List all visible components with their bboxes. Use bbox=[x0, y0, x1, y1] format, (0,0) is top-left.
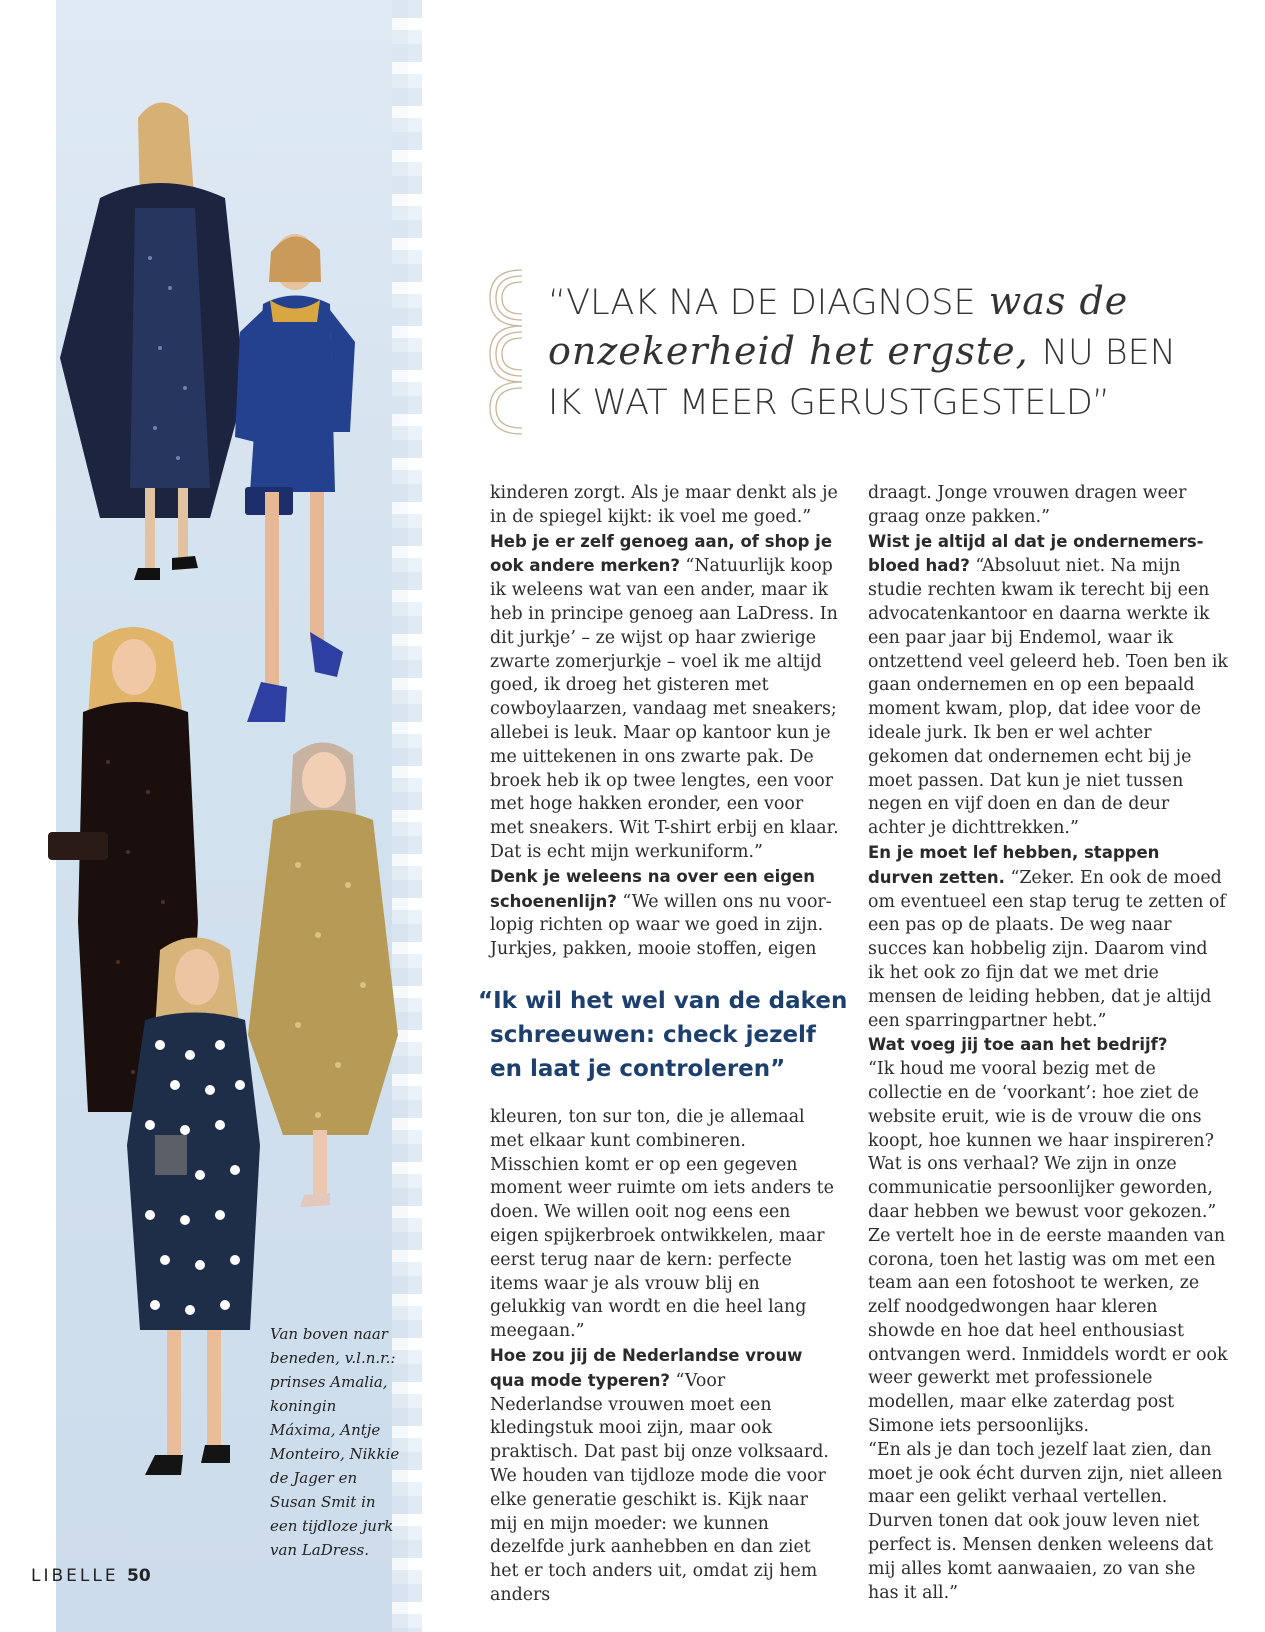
interview-answer: “We willen ons nu voorlopig richten op waar we goed in zijn. Jurkjes, pakken, mooie stoffen, eigen bbox=[490, 891, 832, 960]
paragraph: draagt. Jonge vrouwen dragen weer graag onze pakken.” bbox=[868, 483, 1187, 527]
qa-paragraph bbox=[868, 530, 1228, 841]
highlight-quote-line: schreeuwen: check jezelf bbox=[490, 1022, 816, 1048]
interview-answer: “Voor Nederlandse vrouwen moet een kledingstuk mooi zijn, maar ook praktisch. Dat past bij onze volksaard. We houden van tijdloze mode die voor elke generatie geschikt is. Kijk naar mij en mijn moeder: we kunnen dezelfde jurk aanhebben en dan ziet het er toch anders uit, omdat zij hem anders bbox=[490, 1370, 829, 1605]
article-column-2 bbox=[868, 482, 1228, 1605]
interview-answer: “Zeker. En ook de moed om eventueel een stap terug te zetten of een pas op de plaats. De weg naar succes kan hobbelig zijn. Daarom vind ik het ook zo fijn dat we met drie mensen de leiding hebben, dat je altijd een sparringpartner hebt.” bbox=[868, 867, 1226, 1031]
qa-paragraph bbox=[490, 530, 840, 865]
paragraph: Ze vertelt hoe in de eerste maanden van corona, toen het lastig was om met een team aan een fotoshoot te werken, ze zelf noodgedwongen haar kleren showde en hoe dat heel enthousiast ontvangen werd. Inmiddels wordt er ook weer gewerkt met professionele modellen, maar elke zaterdag post Simone iets persoonlijks. bbox=[868, 1225, 1228, 1437]
interview-question: Hoe zou jij de Nederlandse vrouw qua mode typeren? bbox=[490, 1345, 803, 1390]
woman-polka-dot-dress-photo bbox=[115, 935, 275, 1510]
highlight-quote bbox=[478, 984, 848, 1086]
paragraph: “Ik houd me vooral bezig met de collectie en de ‘voorkant’: hoe ziet de website eruit, wie is de vrouw die ons koopt, hoe kunnen we haar inspireren? Wat is ons verhaal? We zijn in onze communicatie persoonlijker geworden, daar hebben we bewust voor gekozen.” bbox=[868, 1059, 1217, 1222]
pull-quote-part-2: was de onzekerheid het ergste, bbox=[548, 279, 1129, 373]
paragraph: kleuren, ton sur ton, die je allemaal met elkaar kunt combineren. Misschien komt er op een gegeven moment weer ruimte om iets anders te doen. We willen ooit nog eens een eigen spijkerbroek ontwikkelen, maar eerst terug naar de kern: perfecte items waar je als vrouw blij en gelukkig van wordt en die heel lang meegaan.” bbox=[490, 1107, 834, 1342]
qa-paragraph bbox=[490, 865, 840, 962]
page-folio bbox=[31, 1566, 151, 1586]
qa-paragraph bbox=[490, 1344, 840, 1608]
qa-paragraph bbox=[868, 841, 1228, 1033]
woman-blue-dress-photo bbox=[225, 222, 395, 742]
page-number: 50 bbox=[126, 1566, 151, 1586]
interview-question: En je moet lef hebben, stappen durven zetten. bbox=[868, 842, 1160, 887]
interview-question: Wat voeg jij toe aan het bedrijf? bbox=[868, 1035, 1168, 1055]
interview-question: Wist je altijd al dat je ondernemersbloed had? bbox=[868, 531, 1204, 576]
magazine-name: LIBELLE bbox=[31, 1566, 119, 1586]
article-column-1-bottom bbox=[490, 1106, 840, 1608]
interview-answer: “Absoluut niet. Na mijn studie rechten kwam ik terecht bij een advocatenkantoor en daarna werkte ik een paar jaar bij Endemol, waar ik ontzettend veel geleerd heb. Toen ben ik gaan ondernemen en op een bepaald moment kwam, plop, dat idee voor de ideale jurk. Ik ben er wel achter gekomen dat ondernemen echt bij je moet passen. Dat kun je niet tussen negen en vijf doen en dan de deur achter je dichttrekken.” bbox=[868, 556, 1228, 839]
qa-paragraph bbox=[868, 1033, 1228, 1058]
interview-question: Heb je er zelf genoeg aan, of shop je ook andere merken? bbox=[490, 531, 833, 576]
pull-quote-part-3: NU BEN IK WAT MEER GERUSTGESTELD” bbox=[548, 333, 1176, 423]
pull-quote-part-1: “VLAK NA DE DIAGNOSE bbox=[548, 283, 976, 323]
highlight-quote-line: “Ik wil het wel van de daken bbox=[478, 988, 848, 1014]
article-column-1-top bbox=[490, 482, 840, 962]
woman-navy-coat-photo bbox=[60, 88, 250, 588]
highlight-quote-line: en laat je controleren” bbox=[490, 1056, 786, 1082]
photo-caption: Van boven naar beneden, v.l.n.r.: prinses Amalia, koningin Máxima, Antje Monteiro, Nikkie de Jager en Susan Smit in een tijdloze jurk van LaDress. bbox=[270, 1325, 400, 1559]
interview-answer: “Natuurlijk koop ik weleens wat van een ander, maar ik heb in principe genoeg aan LaDress. In dit jurkje’ – ze wijst op haar zwierige zwarte zomerjurkje – voel ik me altijd goed, ik droeg het gisteren met cowboylaarzen, vandaag met sneakers; allebei is leuk. Maar op kantoor kun je me uittekenen in ons zwarte pak. De broek heb ik op twee lengtes, een voor met hoge hakken eronder, een voor met sneakers. Wit T-shirt erbij en klaar. Dat is echt mijn werkuniform.” bbox=[490, 556, 839, 862]
decorative-quote-mark-icon bbox=[488, 268, 524, 438]
paragraph: “En als je dan toch jezelf laat zien, dan moet je ook écht durven zijn, niet alleen maar een gelikt verhaal vertellen. Durven tonen dat ook jouw leven niet perfect is. Mensen denken weleens dat mij alles komt aanwaaien, zo van she has it all.” bbox=[868, 1439, 1223, 1603]
interview-question: Denk je weleens na over een eigen schoenenlijn? bbox=[490, 866, 815, 911]
pull-quote-heading bbox=[548, 277, 1188, 427]
paragraph: kinderen zorgt. Als je maar denkt als je in de spiegel kijkt: ik voel me goed.” bbox=[490, 483, 838, 527]
